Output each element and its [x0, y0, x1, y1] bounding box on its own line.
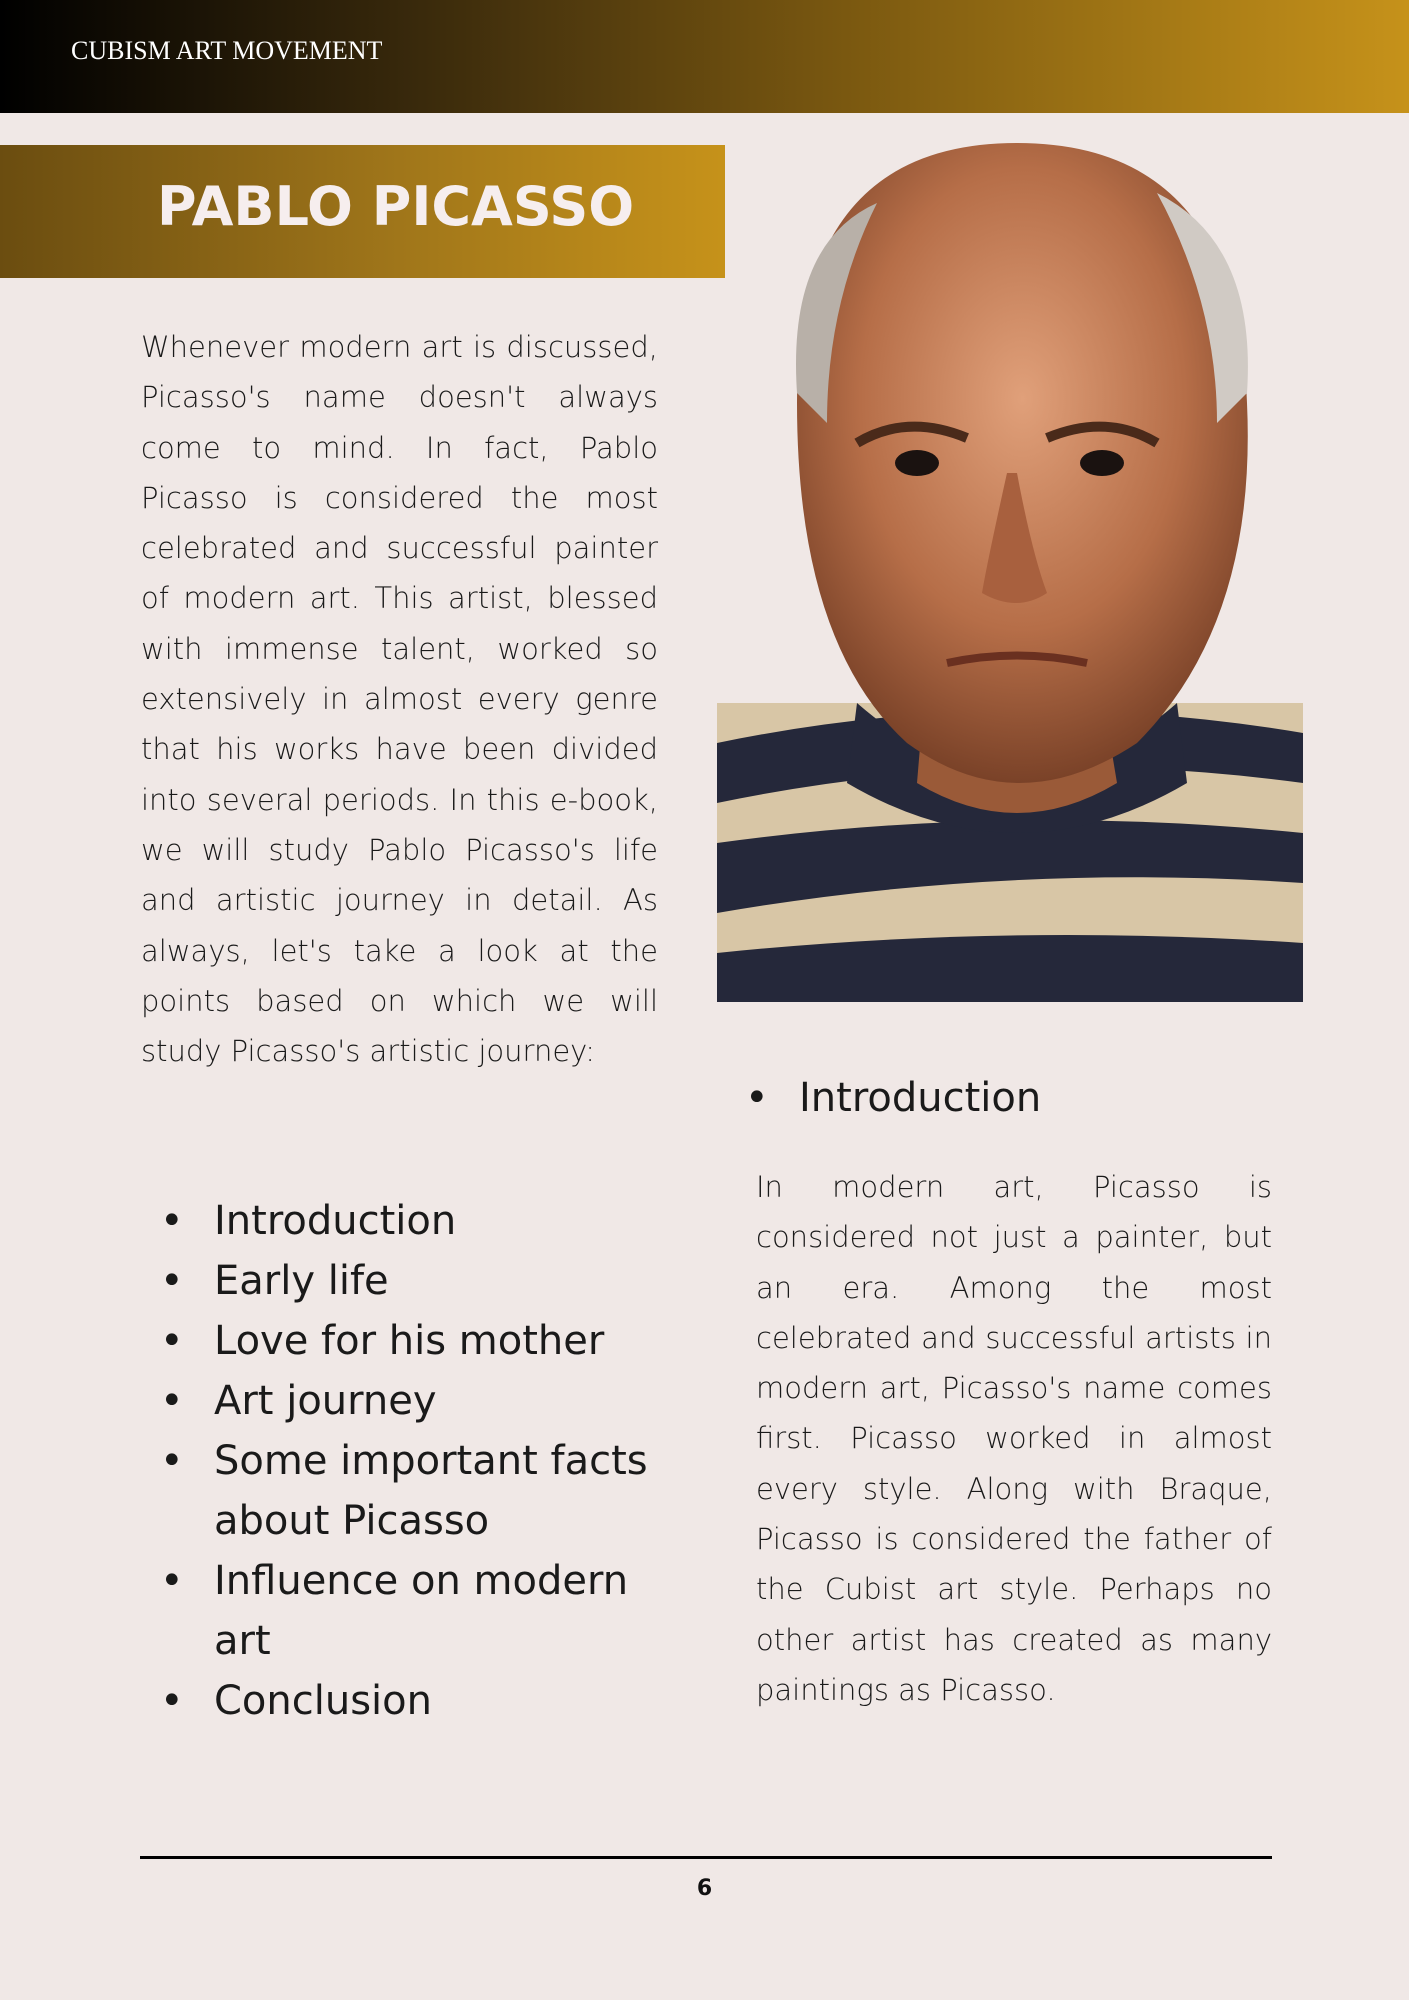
- section-heading-label: Introduction: [799, 1075, 1042, 1121]
- section-heading: • Introduction: [745, 1075, 1042, 1121]
- list-item: • Conclusion: [160, 1678, 432, 1724]
- topics-list: [160, 1191, 680, 1731]
- picasso-portrait: [717, 143, 1303, 1002]
- list-item: • Love for his mother: [160, 1318, 605, 1364]
- list-item-label: Art journey: [214, 1378, 437, 1424]
- list-item-label: Early life: [214, 1258, 389, 1304]
- page-number: 6: [696, 1876, 713, 1901]
- section-heading-list: [745, 1068, 1265, 1128]
- intro-paragraph: Whenever modern art is discussed, Picasso's name doesn't always come to mind. In fact, Pablo Picasso is considered the most celebrated and successful painter of modern art. This artist, blessed with immense talent, worked so extensively in almost every genre that his works have been divided into several periods. In this e-book, we will study Pablo Picasso's life and artistic journey in detail. As always, let's take a look at the points based on which we will study Picasso's artistic journey:: [141, 330, 658, 1069]
- section-body: In modern art, Picasso is considered not just a painter, but an era. Among the most celebrated and successful artists in modern art, Picasso's name comes first. Picasso worked in almost every style. Along with Braque, Picasso is considered the father of the Cubist art style. Perhaps no other artist has created as many paintings as Picasso.: [756, 1170, 1272, 1707]
- list-item: • Introduction: [160, 1198, 457, 1244]
- list-item-label: Introduction: [214, 1198, 457, 1244]
- list-item-label: Influence on modern art: [214, 1558, 629, 1664]
- header-title: CUBISM ART MOVEMENT: [71, 36, 383, 65]
- page-header: [0, 0, 1409, 113]
- list-item: • Early life: [160, 1258, 389, 1304]
- list-item: • Some important facts about Picasso: [160, 1438, 648, 1544]
- list-item: • Influence on modern art: [160, 1558, 629, 1664]
- title-banner: [0, 145, 725, 278]
- list-item-label: Some important facts about Picasso: [214, 1438, 648, 1544]
- list-item-label: Conclusion: [214, 1678, 432, 1724]
- footer-divider: [140, 1856, 1272, 1859]
- list-item-label: Love for his mother: [214, 1318, 605, 1364]
- list-item: • Art journey: [160, 1378, 437, 1424]
- page-title: PABLO PICASSO: [157, 175, 635, 238]
